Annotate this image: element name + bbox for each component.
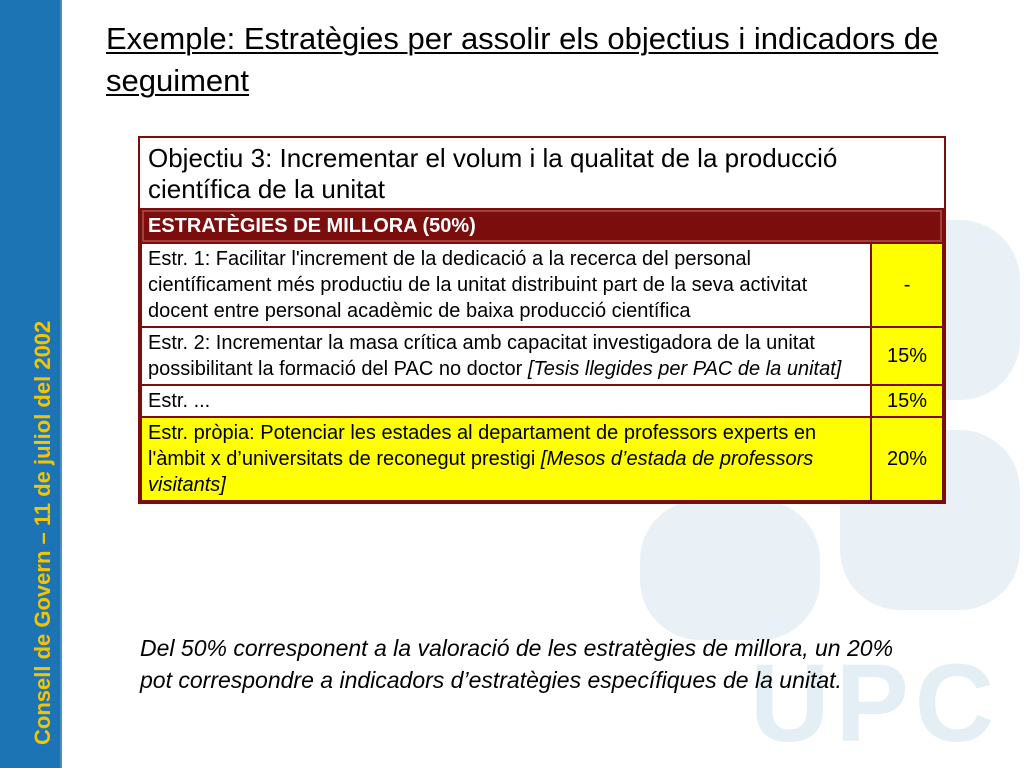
table-row	[141, 385, 943, 417]
strategy-weight: 15%	[871, 385, 943, 417]
footnote: Del 50% corresponent a la valoració de les estratègies de millora, un 20% pot correspondre a indicadors d’estratègies específiques de la unitat.	[140, 635, 894, 693]
table-row	[141, 417, 943, 501]
strategy-text: Estr. pròpia: Potenciar les estades al departament de professors experts en l'àmbit x d’universitats de reconegut prestigi [Mesos d’estada de professors visitants]	[141, 417, 871, 501]
strategies-header: ESTRATÈGIES DE MILLORA (50%)	[141, 209, 943, 243]
table-row	[141, 327, 943, 385]
strategy-weight: -	[871, 243, 943, 327]
objective-heading: Objectiu 3: Incrementar el volum i la qualitat de la producció científica de la unitat	[148, 143, 838, 204]
strategies-header-row	[141, 209, 943, 243]
objective-panel	[138, 136, 946, 504]
strategy-weight: 20%	[871, 417, 943, 501]
slide-title: Exemple: Estratègies per assolir els objectius i indicadors de seguiment	[106, 21, 939, 98]
strategies-table	[140, 208, 944, 502]
strategy-indicator: [Mesos d’estada de professors visitants]	[148, 448, 814, 496]
sidebar-caption: Consell de Govern – 11 de juliol del 2002	[30, 320, 55, 745]
strategy-indicator: [Tesis llegides per PAC de la unitat]	[527, 358, 842, 380]
strategy-text: Estr. 2: Incrementar la masa crítica amb capacitat investigadora de la unitat possibilitant la formació del PAC no doctor [Tesis llegides per PAC de la unitat]	[141, 327, 871, 385]
strategy-text: Estr. ...	[141, 385, 871, 417]
watermark-letters: UPC	[750, 642, 1001, 765]
sidebar-edge	[60, 0, 62, 768]
strategy-text: Estr. 1: Facilitar l'increment de la dedicació a la recerca del personal científicament més productiu de la unitat distribuint part de la seva activitat docent entre personal acadèmic de baixa producció científica	[141, 243, 871, 327]
table-row	[141, 243, 943, 327]
strategy-weight: 15%	[871, 327, 943, 385]
